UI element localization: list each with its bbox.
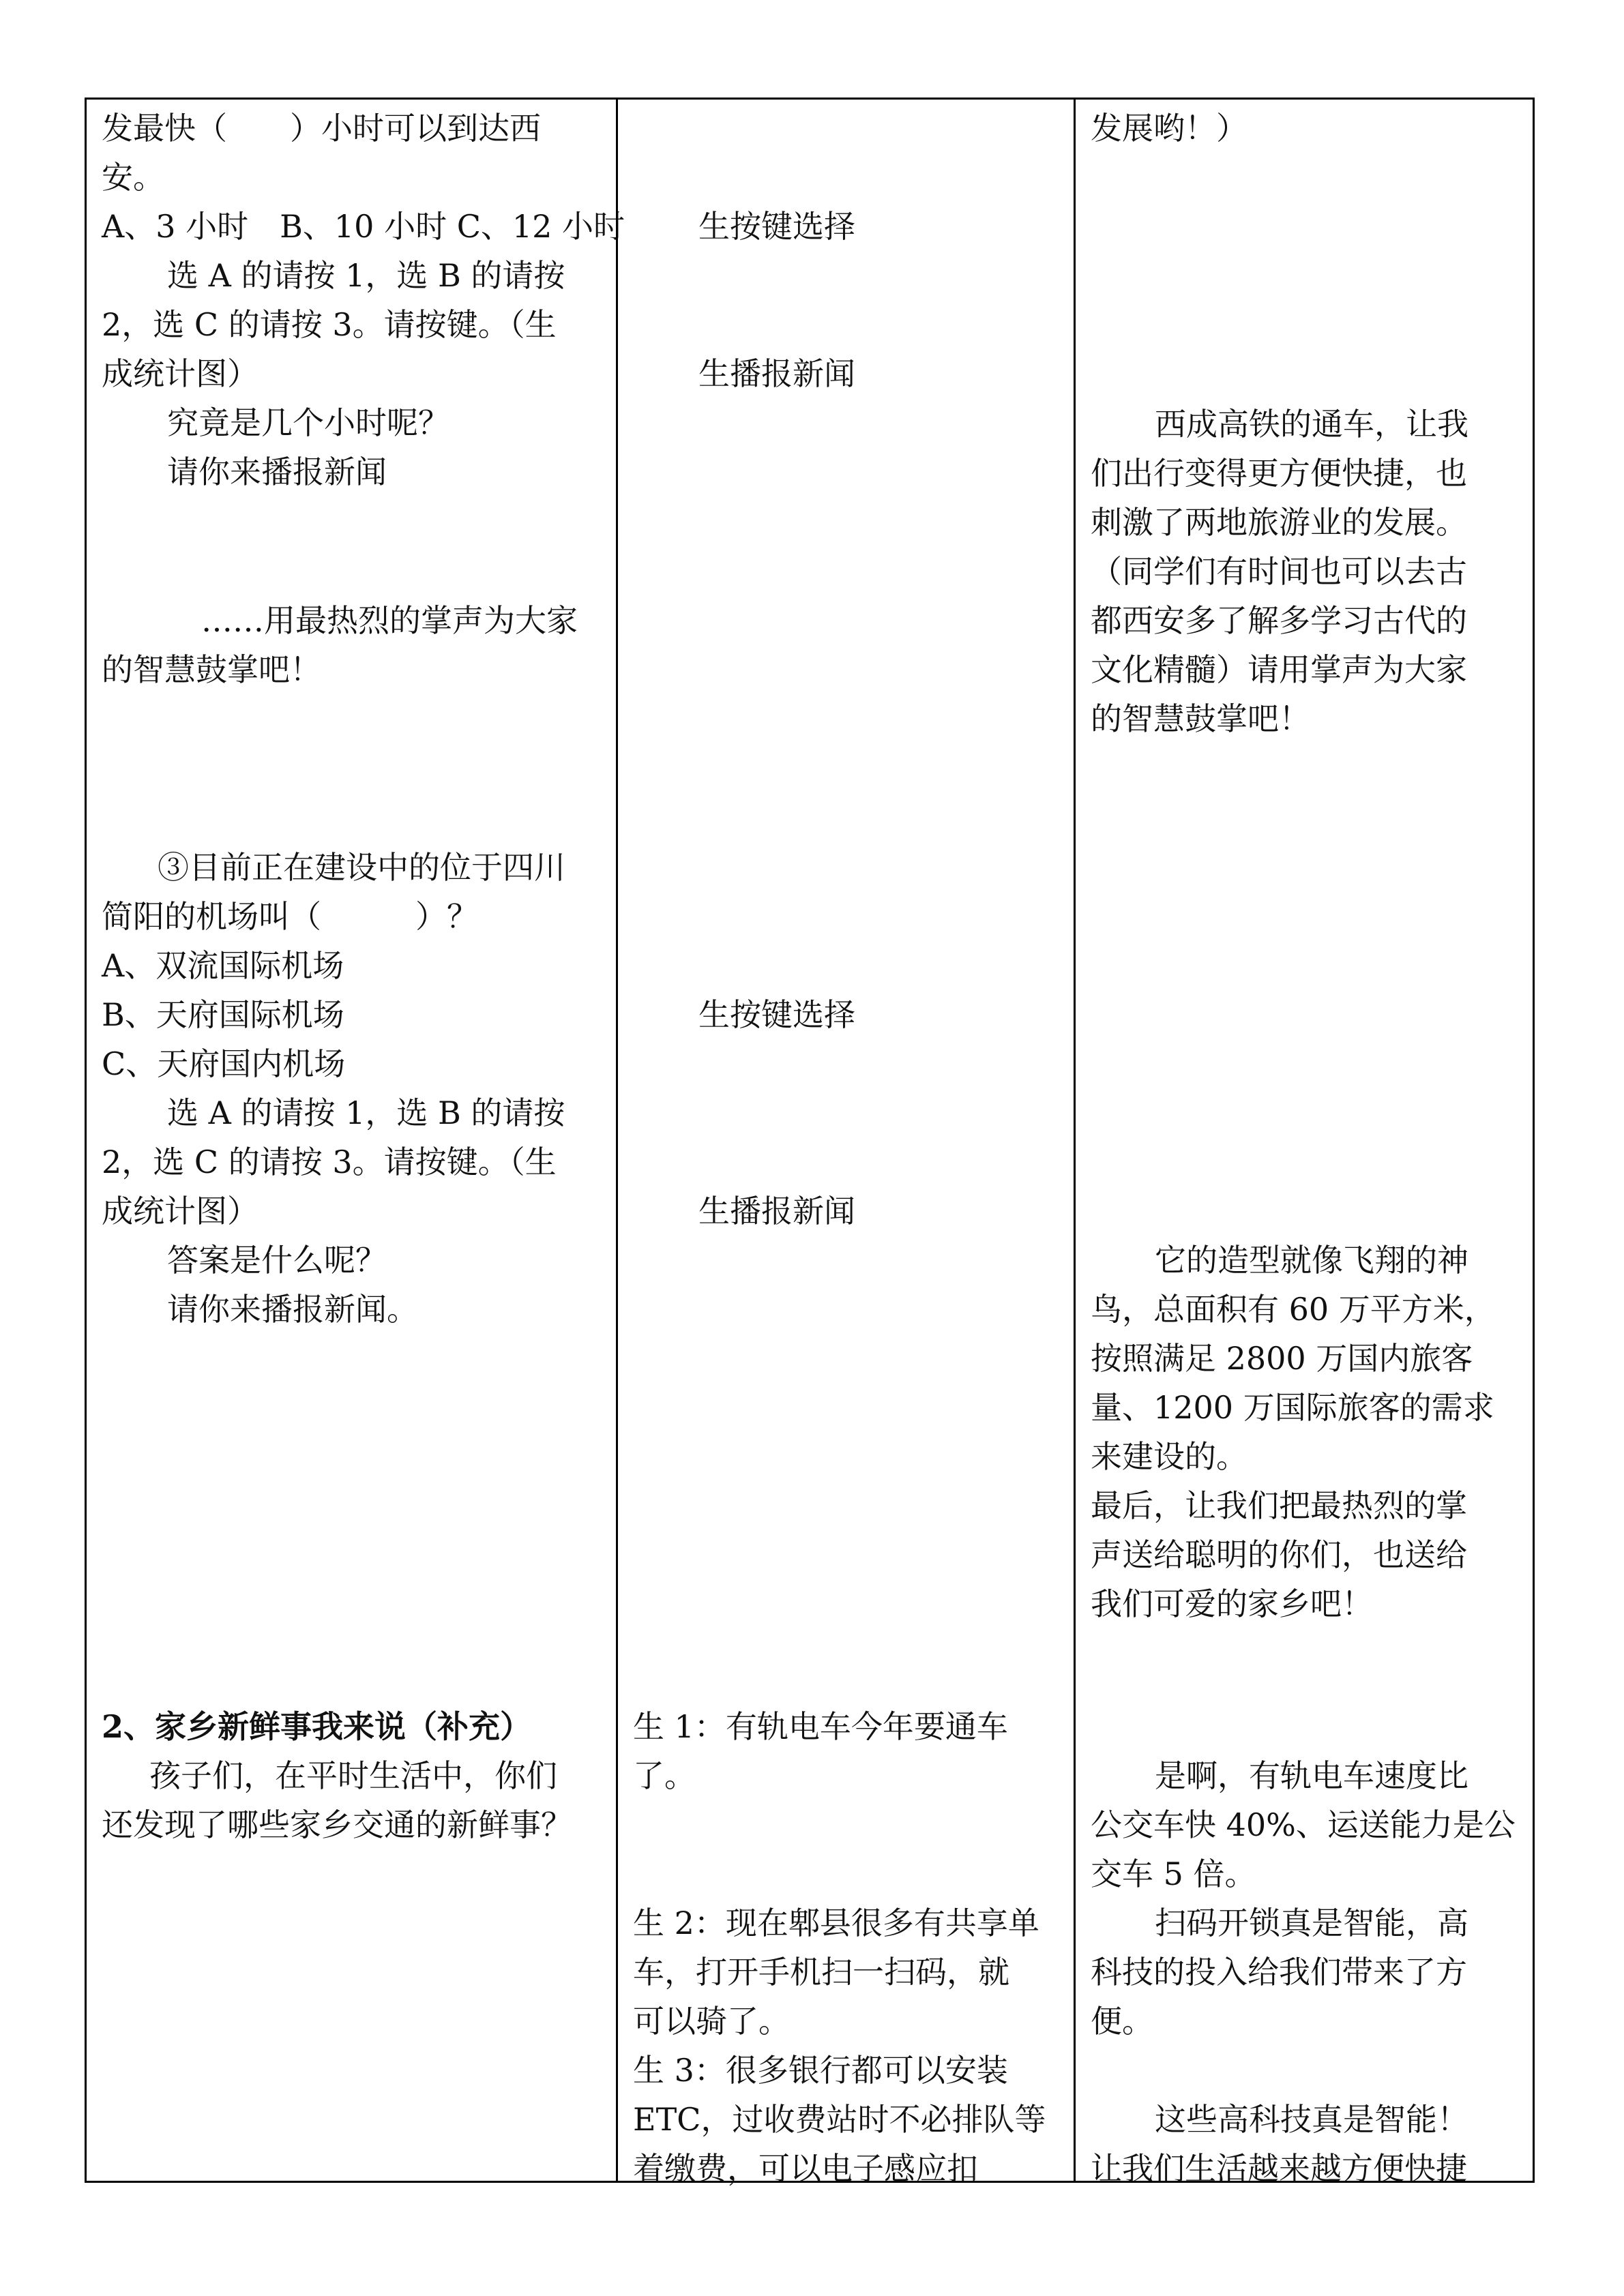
text-line: 鸟，总面积有 60 万平方米， xyxy=(1091,1291,1496,1328)
text-line: 文化精髓）请用掌声为大家 xyxy=(1091,651,1467,688)
text-line: 刺激了两地旅游业的发展。 xyxy=(1091,504,1467,541)
text-line: A、双流国际机场 xyxy=(102,947,344,984)
text-line: 们出行变得更方便快捷，也 xyxy=(1091,455,1467,492)
text-line: 发最快（ ）小时可以到达西 xyxy=(102,110,541,147)
text-line: 可以骑了。 xyxy=(633,2003,790,2040)
text-line: 着缴费，可以电子感应扣 xyxy=(633,2150,978,2187)
text-line: 答案是什么呢？ xyxy=(167,1242,387,1279)
text-line: 按照满足 2800 万国内旅客 xyxy=(1091,1340,1473,1377)
text-line: 还发现了哪些家乡交通的新鲜事？ xyxy=(102,1806,572,1843)
text-line: 科技的投入给我们带来了方 xyxy=(1091,1954,1467,1991)
text-line: 选 A 的请按 1，选 B 的请按 xyxy=(167,1094,565,1131)
text-line: 成统计图） xyxy=(102,1193,259,1229)
lesson-plan-table xyxy=(85,98,1535,2187)
text-line: 它的造型就像飞翔的神 xyxy=(1155,1242,1468,1279)
text-line: 声送给聪明的你们，也送给 xyxy=(1091,1536,1467,1573)
section-heading: 2、家乡新鲜事我来说（补充） xyxy=(102,1708,532,1745)
text-line: 生 1：有轨电车今年要通车 xyxy=(633,1708,1008,1745)
text-line: C、天府国内机场 xyxy=(102,1045,346,1082)
text-line: 车，打开手机扫一扫码，就 xyxy=(633,1954,1009,1991)
text-line: 量、1200 万国际旅客的需求 xyxy=(1091,1389,1494,1426)
text-line: 西成高铁的通车，让我 xyxy=(1155,406,1468,443)
text-line: 生播报新闻 xyxy=(698,1193,855,1229)
text-line: （同学们有时间也可以去古 xyxy=(1091,553,1467,590)
text-line: 请你来播报新闻。 xyxy=(167,1291,418,1328)
text-line: 最后，让我们把最热烈的掌 xyxy=(1091,1487,1467,1524)
text-line: 2，选 C 的请按 3。请按键。（生 xyxy=(102,306,557,343)
student-activity-column xyxy=(616,98,1076,2187)
text-line: 让我们生活越来越方便快捷 xyxy=(1091,2150,1467,2187)
text-line: ETC，过收费站时不必排队等 xyxy=(633,2101,1046,2138)
text-line: 的智慧鼓掌吧！ xyxy=(102,651,321,688)
text-line: 请你来播报新闻 xyxy=(167,453,387,490)
text-line: ……用最热烈的掌声为大家 xyxy=(201,602,578,639)
text-line: 便。 xyxy=(1091,2003,1153,2040)
text-line: 成统计图） xyxy=(102,355,259,392)
text-line: 都西安多了解多学习古代的 xyxy=(1091,602,1467,639)
text-line: B、天府国际机场 xyxy=(102,996,344,1033)
text-line: 我们可爱的家乡吧！ xyxy=(1091,1585,1373,1622)
text-line: 公交车快 40%、运送能力是公 xyxy=(1091,1806,1516,1843)
text-line: 生 2：现在郫县很多有共享单 xyxy=(633,1905,1039,1941)
text-line: 简阳的机场叫（ ）？ xyxy=(102,898,478,935)
text-line: 这些高科技真是智能！ xyxy=(1155,2101,1468,2138)
text-line: 生播报新闻 xyxy=(698,355,855,392)
text-line: 究竟是几个小时呢？ xyxy=(167,404,449,441)
design-intent-column xyxy=(1074,98,1535,2187)
text-line: 了。 xyxy=(633,1757,696,1794)
text-line: 发展哟！） xyxy=(1091,110,1247,147)
text-line: 安。 xyxy=(102,159,164,196)
text-line: 是啊，有轨电车速度比 xyxy=(1155,1757,1468,1794)
text-line: 生按键选择 xyxy=(698,208,855,245)
text-line: 生 3：很多银行都可以安装 xyxy=(633,2052,1008,2089)
teacher-activity-column xyxy=(85,98,625,2183)
text-line: 来建设的。 xyxy=(1091,1438,1247,1475)
text-line: A、3 小时 B、10 小时 C、12 小时 xyxy=(102,208,625,245)
text-line: ③目前正在建设中的位于四川 xyxy=(158,849,565,886)
text-line: 孩子们，在平时生活中，你们 xyxy=(149,1757,557,1794)
text-line: 扫码开锁真是智能，高 xyxy=(1155,1905,1468,1941)
text-line: 交车 5 倍。 xyxy=(1091,1855,1256,1892)
text-line: 2，选 C 的请按 3。请按键。（生 xyxy=(102,1144,557,1180)
text-line: 生按键选择 xyxy=(698,996,855,1033)
text-line: 的智慧鼓掌吧！ xyxy=(1091,700,1310,737)
text-line: 选 A 的请按 1，选 B 的请按 xyxy=(167,257,565,294)
